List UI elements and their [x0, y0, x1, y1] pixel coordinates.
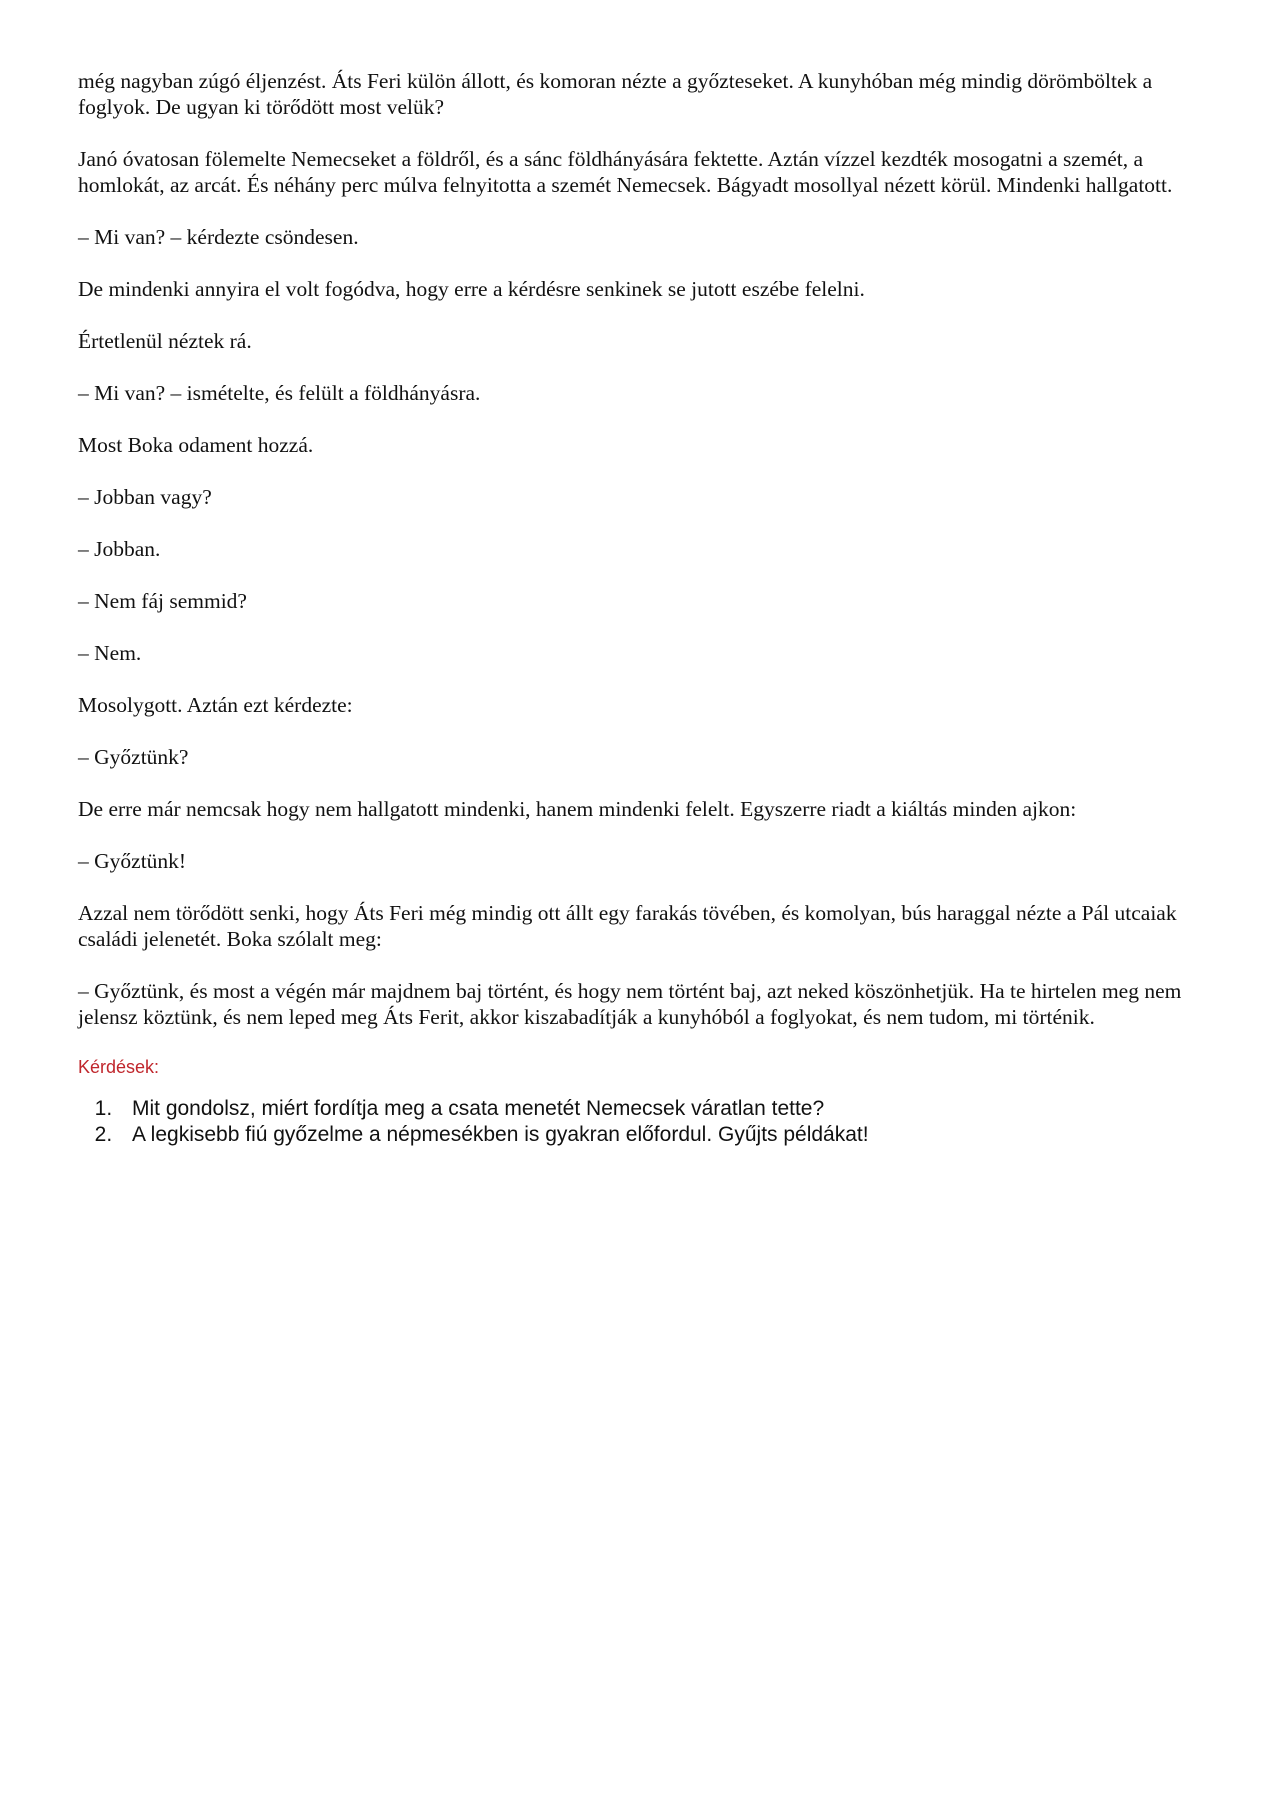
paragraph: még nagyban zúgó éljenzést. Áts Feri külön állott, és komoran nézte a győzteseket. A kunyhóban még mindig dörömböltek a foglyok. De ugyan ki törődött most velük? — [78, 69, 1153, 119]
paragraph: – Győztünk? — [78, 745, 189, 769]
paragraph: Értetlenül néztek rá. — [78, 329, 252, 353]
question-item: 1. Mit gondolsz, miért fordítja meg a csata menetét Nemecsek váratlan tette? — [118, 1096, 1208, 1122]
paragraph: – Mi van? – kérdezte csöndesen. — [78, 225, 359, 249]
paragraph: Most Boka odament hozzá. — [78, 433, 314, 457]
paragraph: – Jobban. — [78, 537, 161, 561]
questions-heading: Kérdések: — [78, 1057, 160, 1077]
paragraph: Mosolygott. Aztán ezt kérdezte: — [78, 693, 353, 717]
questions-list — [78, 1096, 1208, 1148]
paragraph: De mindenki annyira el volt fogódva, hogy erre a kérdésre senkinek se jutott eszébe felelni. — [78, 277, 865, 301]
paragraph: De erre már nemcsak hogy nem hallgatott mindenki, hanem mindenki felelt. Egyszerre riadt a kiáltás minden ajkon: — [78, 797, 1077, 821]
paragraph: – Mi van? – ismételte, és felült a földhányásra. — [78, 381, 481, 405]
paragraph: – Győztünk! — [78, 849, 187, 873]
question-item: 2. A legkisebb fiú győzelme a népmesékben is gyakran előfordul. Gyűjts példákat! — [118, 1122, 1208, 1148]
paragraph: – Jobban vagy? — [78, 485, 212, 509]
paragraph: Azzal nem törődött senki, hogy Áts Feri még mindig ott állt egy farakás tövében, és komolyan, bús haraggal nézte a Pál utcaiak családi jelenetét. Boka szólalt meg: — [78, 901, 1177, 951]
paragraph: Janó óvatosan fölemelte Nemecseket a földről, és a sánc földhányására fektette. Aztán vízzel kezdték mosogatni a szemét, a homlokát, az arcát. És néhány perc múlva felnyitotta a szemét Nemecsek. Bágyadt mosollyal nézett körül. Mindenki hallgatott. — [78, 147, 1173, 197]
paragraph: – Győztünk, és most a végén már majdnem baj történt, és hogy nem történt baj, azt neked köszönhetjük. Ha te hirtelen meg nem jelensz köztünk, és nem leped meg Áts Ferit, akkor kiszabadítják a kunyhóból a foglyokat, és nem tudom, mi történik. — [78, 979, 1182, 1029]
paragraph: – Nem. — [78, 641, 142, 665]
paragraph: – Nem fáj semmid? — [78, 589, 247, 613]
document-page — [78, 68, 1208, 1148]
